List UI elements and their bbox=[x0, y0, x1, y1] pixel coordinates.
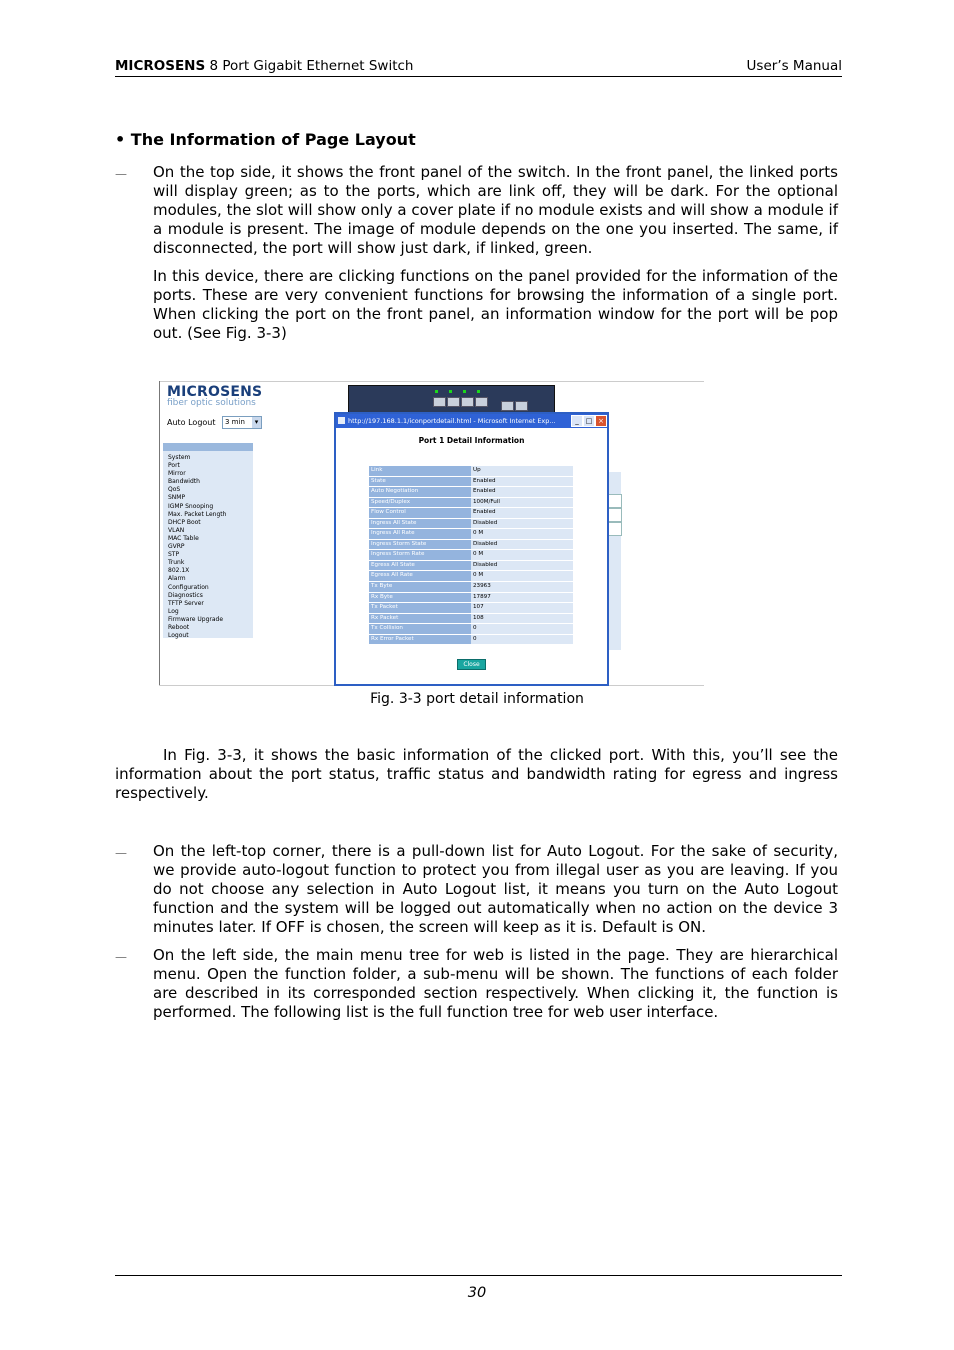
menu-item[interactable]: QoS bbox=[168, 486, 181, 494]
logo-subtitle: fiber optic solutions bbox=[167, 398, 256, 408]
row-label: Ingress Storm State bbox=[369, 540, 471, 550]
row-value: Enabled bbox=[471, 487, 573, 497]
row-label: Ingress All State bbox=[369, 519, 471, 529]
port-detail-table bbox=[369, 466, 573, 645]
figure-screenshot bbox=[159, 381, 704, 686]
header-manual: User’s Manual bbox=[746, 58, 842, 74]
background-input bbox=[607, 522, 622, 536]
paragraph-front-panel: On the top side, it shows the front panel of the switch. In the front panel, the linked ports will display green; as to the ports, which are link off, they will be dark. For the optional modules, the slot will show only a cover plate if no module exists and will show a module if a module is present. The image of module depends on the one you inserted. The same, if disconnected, the port will show just dark, if linked, green. bbox=[153, 163, 838, 257]
switch-front-panel bbox=[348, 385, 555, 414]
auto-logout-select[interactable] bbox=[222, 416, 262, 429]
footer-rule bbox=[115, 1275, 842, 1276]
table-row bbox=[369, 498, 573, 509]
background-input bbox=[607, 494, 622, 508]
row-label: Tx Byte bbox=[369, 582, 471, 592]
table-row bbox=[369, 540, 573, 551]
table-row bbox=[369, 593, 573, 604]
port-icon[interactable] bbox=[501, 401, 514, 411]
row-label: State bbox=[369, 477, 471, 487]
port-icon[interactable] bbox=[515, 401, 528, 411]
row-value: 0 bbox=[471, 635, 573, 645]
minimize-icon[interactable]: _ bbox=[571, 415, 583, 427]
row-label: Link bbox=[369, 466, 471, 476]
close-button[interactable]: Close bbox=[457, 659, 486, 670]
popup-title: http://197.168.1.1/iconportdetail.html - Microsoft Internet Exp... bbox=[348, 417, 556, 425]
menu-item[interactable]: Log bbox=[168, 607, 179, 615]
popup-heading: Port 1 Detail Information bbox=[418, 436, 525, 445]
row-value: 0 bbox=[471, 624, 573, 634]
microsens-logo: MICROSENS bbox=[167, 384, 263, 400]
table-row bbox=[369, 550, 573, 561]
header-rule bbox=[115, 76, 842, 77]
maximize-icon[interactable]: □ bbox=[583, 415, 595, 427]
table-row bbox=[369, 466, 573, 477]
row-value: 17897 bbox=[471, 593, 573, 603]
menu-item[interactable]: Firmware Upgrade bbox=[168, 615, 224, 623]
auto-logout-label: Auto Logout bbox=[167, 418, 216, 427]
menu-item[interactable]: Max. Packet Length bbox=[168, 510, 227, 518]
menu-item[interactable]: MAC Table bbox=[168, 534, 199, 542]
row-label: Ingress All Rate bbox=[369, 529, 471, 539]
close-icon[interactable]: × bbox=[595, 415, 607, 427]
row-label: Ingress Storm Rate bbox=[369, 550, 471, 560]
table-row bbox=[369, 561, 573, 572]
table-row bbox=[369, 635, 573, 646]
row-value: 100M/Full bbox=[471, 498, 573, 508]
menu-item[interactable]: Reboot bbox=[168, 623, 190, 631]
row-label: Egress All State bbox=[369, 561, 471, 571]
row-value: 0 M bbox=[471, 571, 573, 581]
row-label: Tx Collision bbox=[369, 624, 471, 634]
row-value: 107 bbox=[471, 603, 573, 613]
figure-border bbox=[159, 381, 704, 382]
popup-titlebar bbox=[336, 414, 607, 428]
background-input bbox=[607, 508, 622, 522]
figure-border bbox=[159, 381, 160, 686]
menu-list bbox=[168, 454, 226, 640]
menu-item[interactable]: GVRP bbox=[168, 543, 185, 551]
menu-header bbox=[163, 443, 253, 451]
menu-item[interactable]: Configuration bbox=[168, 583, 209, 591]
menu-item[interactable]: TFTP Server bbox=[168, 599, 204, 607]
auto-logout-value: 3 min bbox=[225, 418, 245, 426]
link-led-icon bbox=[477, 390, 480, 393]
menu-item[interactable]: System bbox=[168, 454, 191, 461]
bullet-dash: — bbox=[115, 950, 127, 964]
table-row bbox=[369, 508, 573, 519]
menu-item[interactable]: DHCP Boot bbox=[168, 518, 201, 526]
paragraph-auto-logout: On the left-top corner, there is a pull-down list for Auto Logout. For the sake of security, we provide auto-logout function to protect you from illegal user as you are leaving. If you do not choose any selection in Auto Logout list, it means you turn on the Auto Logout function and the system will be logged out automatically when no action on the device 3 minutes later. If OFF is chosen, the screen will keep as it is. Default is ON. bbox=[153, 842, 838, 936]
menu-item[interactable]: SNMP bbox=[168, 494, 186, 502]
row-label: Auto Negotiation bbox=[369, 487, 471, 497]
menu-item[interactable]: Diagnostics bbox=[168, 591, 203, 599]
link-led-icon bbox=[449, 390, 452, 393]
menu-item[interactable]: Trunk bbox=[168, 559, 185, 567]
menu-item[interactable]: Alarm bbox=[168, 575, 186, 583]
menu-item[interactable]: Bandwidth bbox=[168, 478, 200, 486]
table-row bbox=[369, 529, 573, 540]
table-row bbox=[369, 614, 573, 625]
figure-caption: Fig. 3-3 port detail information bbox=[370, 691, 584, 707]
ie-page-icon bbox=[338, 417, 345, 424]
table-row bbox=[369, 571, 573, 582]
menu-item[interactable]: Logout bbox=[168, 632, 189, 640]
row-label: Rx Byte bbox=[369, 593, 471, 603]
main-menu-tree bbox=[163, 443, 253, 638]
row-value: Disabled bbox=[471, 540, 573, 550]
page-number: 30 bbox=[467, 1285, 487, 1301]
menu-item[interactable]: IGMP Snooping bbox=[168, 502, 214, 510]
section-title: • The Information of Page Layout bbox=[115, 130, 416, 149]
paragraph-fig-explanation: In Fig. 3-3, it shows the basic information of the clicked port. With this, you’ll see the information about the port status, traffic status and bandwidth rating for egress and ingress respectively. bbox=[115, 746, 838, 802]
link-led-icon bbox=[435, 390, 438, 393]
menu-item[interactable]: 802.1X bbox=[168, 567, 190, 575]
row-value: Up bbox=[471, 466, 573, 476]
port-icon[interactable] bbox=[461, 397, 474, 407]
paragraph-click-functions: In this device, there are clicking functions on the panel provided for the information of the ports. These are very convenient functions for browsing the information of a single port. When clicking the port on the front panel, an information window for the port will be pop out. (See Fig. 3-3) bbox=[153, 267, 838, 342]
menu-item[interactable]: VLAN bbox=[168, 526, 185, 534]
row-label: Rx Packet bbox=[369, 614, 471, 624]
header-brand: MICROSENS bbox=[115, 58, 206, 74]
table-row bbox=[369, 519, 573, 530]
table-row bbox=[369, 603, 573, 614]
row-label: Flow Control bbox=[369, 508, 471, 518]
header-left bbox=[115, 58, 413, 74]
row-value: 0 M bbox=[471, 529, 573, 539]
port-detail-popup bbox=[334, 412, 609, 686]
row-label: Tx Packet bbox=[369, 603, 471, 613]
row-value: 108 bbox=[471, 614, 573, 624]
row-label: Rx Error Packet bbox=[369, 635, 471, 645]
table-row bbox=[369, 487, 573, 498]
bullet-dash: — bbox=[115, 846, 127, 860]
table-row bbox=[369, 624, 573, 635]
row-value: 23963 bbox=[471, 582, 573, 592]
row-value: 0 M bbox=[471, 550, 573, 560]
row-value: Disabled bbox=[471, 561, 573, 571]
table-row bbox=[369, 477, 573, 488]
row-value: Enabled bbox=[471, 477, 573, 487]
link-led-icon bbox=[463, 390, 466, 393]
row-label: Egress All Rate bbox=[369, 571, 471, 581]
paragraph-menu-tree: On the left side, the main menu tree for web is listed in the page. They are hierarchical menu. Open the function folder, a sub-menu will be shown. The functions of each folder are described in its corresponded section respectively. When clicking it, the function is performed. The following list is the full function tree for web user interface. bbox=[153, 946, 838, 1021]
bullet-dash: — bbox=[115, 167, 127, 181]
chevron-down-icon[interactable]: ▾ bbox=[252, 417, 261, 428]
port-icon[interactable] bbox=[433, 397, 446, 407]
row-value: Enabled bbox=[471, 508, 573, 518]
menu-item[interactable]: Mirror bbox=[168, 470, 186, 478]
menu-item[interactable]: STP bbox=[168, 551, 180, 559]
port-icon[interactable] bbox=[447, 397, 460, 407]
table-row bbox=[369, 582, 573, 593]
row-label: Speed/Duplex bbox=[369, 498, 471, 508]
port-icon[interactable] bbox=[475, 397, 488, 407]
row-value: Disabled bbox=[471, 519, 573, 529]
menu-item[interactable]: Port bbox=[168, 462, 180, 470]
header-product: 8 Port Gigabit Ethernet Switch bbox=[209, 58, 414, 74]
